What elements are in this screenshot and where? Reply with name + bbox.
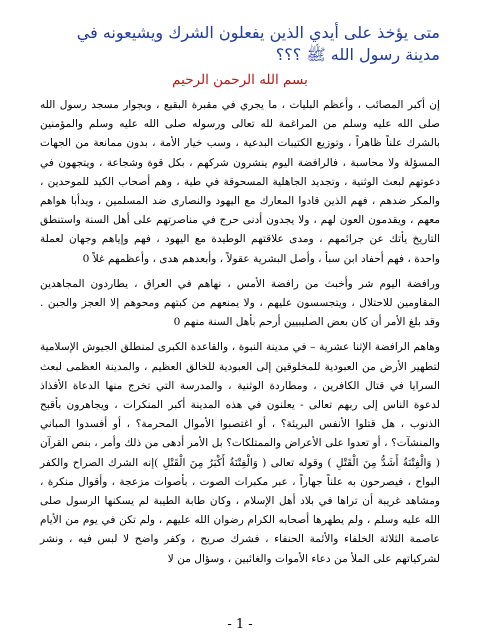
paragraph-2: ورافضة اليوم شر وأخبث من رافضة الأمس ، نهاهم في العراق ، يطاردون المجاهدين المقاومين للاحتلال ، ويتجسسون عليهم ، ولا يمنعهم من كبتهم ومحوهم إلا العجز والجبن . وقد بلغ الأمر أن كان بعض الصليبيين أرحم بأهل السنة منهم 0 (40, 277, 440, 329)
page-number: - 1 - (227, 617, 253, 632)
paragraph-3: وهاهم الرافضة الإثنا عشرية – في مدينة النبوة ، والقاعدة الكبرى لمنطلق الجيوش الإسلامية لتطهير الأرض من العبودية للمخلوقين إلى العبودية للخالق العظيم ، والمدينة العظمى لبعث السرايا في قتال الكافرين ، ومطاردة الوثنية ، والمدرسة التي تخرج منها الدعاة الأفذاذ لدعوة الناس إلى ربهم تعالى - يعلنون في هذه المدينة أكبر المنكرات ، ويجاهرون بأقبح الذنوب ، هل قتلوا الأنفس البريئة؟ ، أو اغتصبوا الأموال المحرمة؟ ، أو أفسدوا المباني والمنشآت؟ ، أو تعدوا على الأعراض والممتلكات؟ بل الأمر أدهى من ذلك وأمر ، بنص القرآن ( وَالْفِتْنَةُ أَشَدُّ مِنَ الْقَتْلِ ) وقوله تعالى ( وَالْفِتْنَةُ أَكْبَرُ مِنَ الْقَتْلِ )إنه الشرك الصراح والكفر البواح ، فيصرحون به علناً جهاراً ، عبر مكبرات الصوت ، بأصوات مزعجة ، وأقوال منكرة ، ومشاهد غريبة أن تراها في بلاد أهل الإسلام ، وكان طابة الطيبة لم يسكنها الرسول صلى الله عليه وسلم ، ولم يطهرها أصحابه الكرام رضوان الله عليهم ، ولم تكن في يوم من الأيام عاصمة الثلاثة الخلفاء والأئمة الحنفاء ، فشرك صريح ، وكفر واضح لا لبس فيه ، ونشر لشركياتهم على الملأ من دعاء الأموات والغائبين ، وسؤال من لا (40, 341, 440, 565)
paragraph-1: إن أكبر المصائب ، وأعظم البليات ، ما يجري في مقبرة البقيع ، وبجوار مسجد رسول الله صلى الله عليه وسلم من المراغمة لله تعالى ورسوله صلى الله عليه وسلم والمؤمنين بالشرك علناً ظاهراً ، وتوزيع الكتيبات البدعية ، وسب خيار الأمة ، بدون ممانعة من الجهات المسؤلة ولا محاسبة ، فالرافضة اليوم ينشرون شركهم ، بكل قوة وشجاعة ، ويتجهون في دعوتهم لبعث الوثنية ، وتجديد الجاهلية المسحوقة في طية ، وهم أصحاب الكيد للموحدين ، والمكر ضدهم ، فهم الذين قادوا المعارك مع اليهود والنصارى ضد المسلمين ، ويدأبا هواهم معهم ، ويقدمون العون لهم ، ولا يجدون أدنى حرج في مناصرتهم على أهل السنة واستنطق التاريخ يأتك عن جرائمهم ، ومدى علاقتهم الوطيدة مع اليهود ، فهم وإياهم وجهان لعملة واحدة ، فهم أحفاد ابن سبأ ، وأصل البشرية عقولاً ، وأبعدهم هدى ، وأعظمهم غلاً 0 (40, 99, 440, 265)
document-title: متى يؤخذ على أيدي الذين يفعلون الشرك ويشيعونه في مدينة رسول الله ﷺ ؟؟؟ (76, 23, 440, 64)
basmala-heading: بسم الله الرحمن الرحيم (172, 72, 308, 88)
